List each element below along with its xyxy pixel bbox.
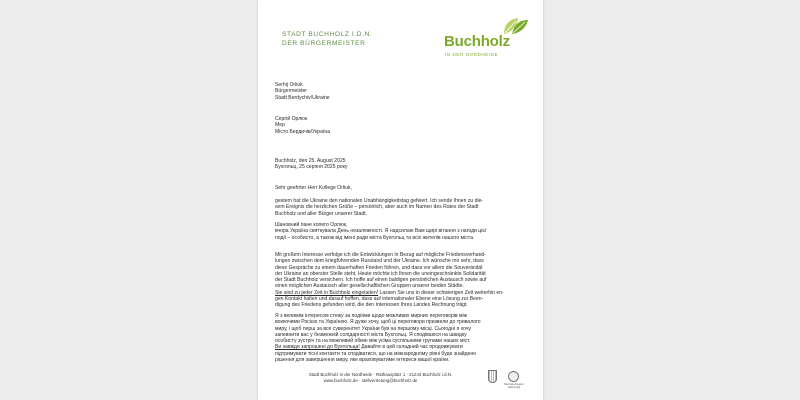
footer-contact: www.buchholz.de · stellvertretung@buchholz.de	[323, 378, 418, 383]
text-line: gestern hat die Ukraine den nationalen Unabhängigkeitstag gefeiert. Ich sende Ihnen zu die-	[275, 198, 484, 204]
invitation-underlined: Sie sind zu jeder Zeit in Buchholz eingeladen!	[275, 289, 379, 296]
text-line: Я з великим інтересом стежу за подіями щодо можливих мирних переговорів між	[275, 313, 468, 319]
recipient-ukrainian	[275, 116, 330, 135]
date-german: Buchholz, den 25. August 2025	[275, 158, 346, 164]
recipient-line: Serhij Orliuk	[275, 82, 303, 88]
logo-subtitle: IN DER NORDHEIDE	[445, 52, 499, 57]
letter-page	[258, 0, 543, 400]
salutation-ukrainian: Шановний пане колего Орлюк,	[275, 222, 348, 228]
text-line: Mit großem Interesse verfolge ich die Entwicklungen in Bezug auf mögliche Friedensverhand-	[275, 252, 486, 258]
paragraph-1-german	[275, 198, 533, 217]
metropolregion-label-line: Hamburg	[507, 385, 521, 390]
recipient-line: Мер	[275, 122, 285, 129]
sender-line-1: STADT BUCHHOLZ I.D.N.	[282, 31, 373, 38]
text-line: події – особисто, а також від імені ради міста Бухгольц та всіх жителів нашого міста.	[275, 234, 475, 241]
paragraph-2-ukrainian	[275, 313, 533, 363]
text-line: рішення для завершення миру, яке враховуватиме інтереси вашої країни.	[275, 357, 450, 364]
salutation: Sehr geehrter Herr Kollege Orliuk,	[275, 185, 353, 191]
letter-footer	[258, 372, 543, 384]
logo-wordmark: Buchholz	[444, 33, 510, 50]
text-line: Lassen Sie uns in dieser schwierigen Zeit weiterhin en-	[379, 289, 504, 296]
metropolregion-logo-icon	[508, 371, 519, 382]
text-line: підтримувати тісні контакти та сподіватися, що на міжнародному рівні буде знайдено	[275, 350, 477, 357]
text-line: digung des Friedens gefunden wird, die den Interessen Ihres Landes Rechnung trägt.	[275, 302, 468, 309]
metropolregion-label-line: Metropolregion	[504, 382, 525, 386]
text-line: gen Kontakt halten und darauf hoffen, dass auf internationaler Ebene eine Lösung zur Been-	[275, 296, 484, 303]
paragraph-1-ukrainian	[275, 222, 533, 241]
buchholz-logo	[444, 16, 536, 60]
text-line: einen möglichen Austausch aller gesellschaftlichen Gruppen unserer beiden Städte.	[275, 283, 464, 290]
text-line: запевнити вас у безмежній солідарності міста Бухгольц. Я сподіваюся на швидку	[275, 331, 467, 338]
text-line: особисту зустріч та на можливий обмін між усіма суспільними групами наших міст.	[275, 338, 471, 345]
text-line: der Stadt Buchholz versichern. Ich hoffe auf einen baldigen persönlichen Austausch sowie auf	[275, 277, 487, 284]
text-line: diese Gespräche zu einem dauerhaften Frieden führen, und dass vor allem die Souveränität	[275, 264, 483, 271]
text-line: Давайте в цей складний час продовжувати	[361, 344, 463, 351]
text-line: Buchholz und aller Bürger unserer Stadt.	[275, 210, 368, 217]
recipient-german	[275, 82, 330, 101]
metropolregion-label	[504, 383, 524, 390]
recipient-line: Bürgermeister	[275, 88, 307, 95]
text-line: миру, і щоб перш за все суверенітет України був на першому місці. Сьогодні я хочу	[275, 325, 472, 332]
text-line: der Ukraine an oberster Stelle steht. Heute möchte ich Ihnen die uneingeschränkte Solidarität	[275, 270, 486, 277]
text-line: вчора Україна святкувала День незалежності. Я надсилаю Вам щирі вітання з нагоди цієї	[275, 228, 487, 235]
invitation-underlined-uk: Ви завжди запрошені до Бухгольца!	[275, 344, 360, 351]
recipient-line: Місто Бердичів/Україна	[275, 128, 331, 135]
paragraph-2-german	[275, 252, 533, 309]
date-block	[275, 158, 347, 171]
recipient-line: Сергій Орлюк	[275, 116, 308, 122]
recipient-line: Stadt Berdychiv/Ukraine	[275, 94, 330, 101]
text-line: воюючими Росією та Україною. Я дуже хочу, щоб ці переговори призвели до тривалого	[275, 319, 481, 326]
date-ukrainian: Бухгольц, 25 серпня 2025 року	[275, 164, 348, 171]
city-crest-icon	[488, 370, 497, 383]
footer-address: Stadt Buchholz in der Nordheide · Rathausplatz 1 · 21244 Buchholz i.d.N.	[308, 372, 453, 377]
text-line: sem Ereignis die herzlichen Grüße – persönlich, aber auch im Namen des Rates der Stadt	[275, 204, 479, 211]
text-line: lungen zwischen dem kriegführenden Russland und der Ukraine. Ich wünsche mir sehr, dass	[275, 258, 484, 265]
sender-line-2: DER BÜRGERMEISTER	[282, 40, 366, 47]
sender-header	[282, 30, 372, 48]
